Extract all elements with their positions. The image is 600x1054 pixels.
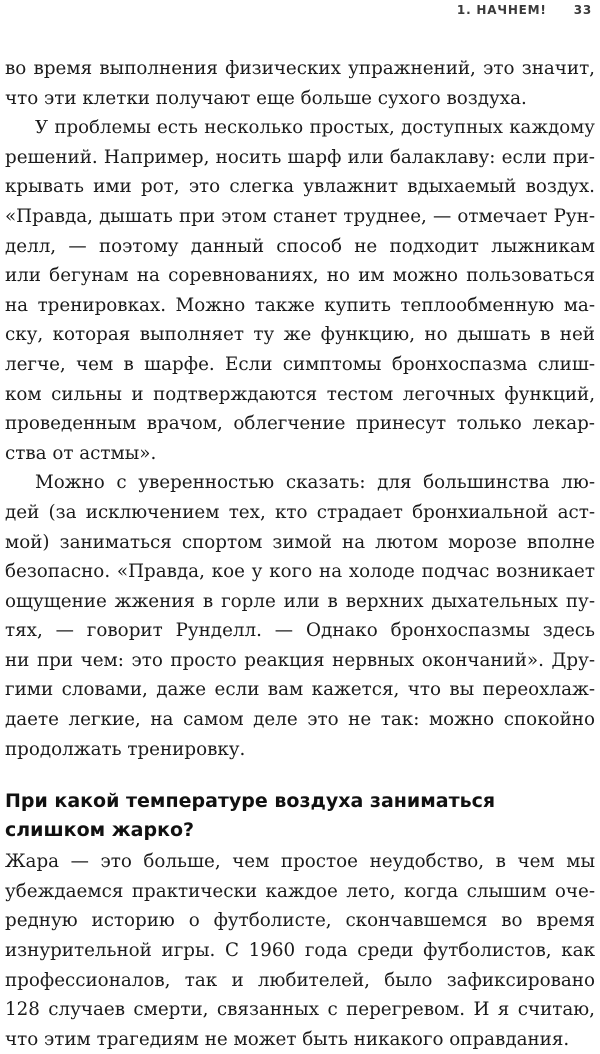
- text-line: ощущение жжения в горле или в верхних дыхательных пу-: [5, 590, 595, 612]
- text-line: или бегунам на соревнованиях, но им можно пользоваться: [5, 265, 595, 287]
- text-line: что этим трагедиям не может быть никакого оправдания.: [5, 1028, 570, 1050]
- text-line: что эти клетки получают еще больше сухого воздуха.: [5, 87, 527, 109]
- text-line: ства от астмы».: [5, 442, 157, 464]
- text-line: мой) заниматься спортом зимой на лютом морозе вполне: [5, 531, 595, 553]
- text-line: У проблемы есть несколько простых, доступных каждому: [35, 117, 595, 139]
- text-line: убеждаемся практически каждое лето, когда слышим оче-: [5, 880, 595, 902]
- text-line: делл, — поэтому данный способ не подходит лыжникам: [5, 235, 595, 257]
- text-line: тях, — говорит Рунделл. — Однако бронхоспазмы здесь: [5, 620, 595, 642]
- heading-line: При какой температуре воздуха заниматься: [5, 790, 496, 813]
- text-line: Можно с уверенностью сказать: для большинства лю-: [35, 472, 595, 494]
- text-line: продолжать тренировку.: [5, 738, 246, 760]
- text-line: во время выполнения физических упражнений, это значит,: [5, 58, 595, 79]
- page-body: [5, 54, 595, 1054]
- text-line: «Правда, дышать при этом станет труднее, — отмечает Рун-: [5, 205, 595, 227]
- paragraph-3: [5, 468, 595, 764]
- text-line: проведенным врачом, облегчение принесут только лекар-: [5, 413, 595, 435]
- text-line: на тренировках. Можно также купить теплообменную ма-: [5, 294, 595, 316]
- text-line: гими словами, даже если вам кажется, что вы переохлаж-: [5, 679, 595, 701]
- text-line: Жара — это больше, чем простое неудобство, в чем мы: [5, 851, 595, 873]
- text-line: ни при чем: это просто реакция нервных окончаний». Дру-: [5, 649, 595, 671]
- section-heading: [5, 787, 595, 845]
- text-line: ску, которая выполняет ту же функцию, но дышать в ней: [5, 324, 595, 346]
- text-line: изнурительной игры. С 1960 года среди футболистов, как: [5, 940, 595, 962]
- text-line: редную историю о футболисте, скончавшемся во время: [5, 910, 595, 932]
- text-line: безопасно. «Правда, кое у кого на холоде подчас возникает: [5, 561, 595, 583]
- paragraph-2: [5, 113, 595, 468]
- chapter-title: 1. НАЧНЕМ!: [456, 3, 547, 17]
- text-line: решений. Например, носить шарф или балаклаву: если при-: [5, 146, 595, 168]
- text-line: даете легкие, на самом деле это не так: можно спокойно: [5, 709, 595, 731]
- text-line: крывать ими рот, это слегка увлажнит вдыхаемый воздух.: [5, 176, 595, 198]
- text-line: ком сильны и подтверждаются тестом легочных функций,: [5, 383, 595, 405]
- page-number: 33: [573, 3, 592, 17]
- text-line: дей (за исключением тех, кто страдает бронхиальной аст-: [5, 501, 595, 523]
- text-line: профессионалов, так и любителей, было зафиксировано: [5, 969, 595, 991]
- running-head: [457, 3, 592, 17]
- text-line: 128 случаев смерти, связанных с перегревом. И я считаю,: [5, 999, 595, 1021]
- paragraph-4: [5, 847, 595, 1054]
- text-line: легче, чем в шарфе. Если симптомы бронхоспазма слиш-: [5, 353, 595, 375]
- paragraph-1: [5, 54, 595, 113]
- heading-line: слишком жарко?: [5, 819, 195, 842]
